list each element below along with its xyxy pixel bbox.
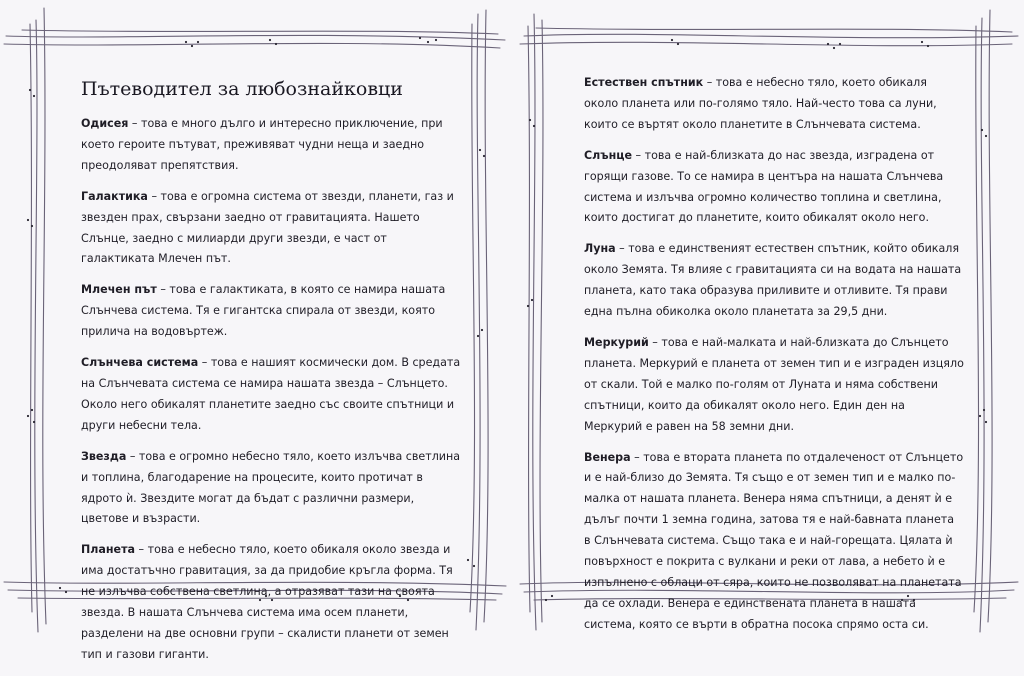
glossary-entry-venus [584, 448, 964, 636]
right-page-content [584, 73, 964, 646]
glossary-entry-planet [81, 540, 463, 665]
entry-term: Меркурий [584, 335, 649, 349]
glossary-entry-odyssey [81, 114, 463, 177]
glossary-entry-star [81, 447, 463, 531]
entry-definition: – това е небесно тяло, което обикаля около звезда и има достатъчно гравитация, за да придобие кръгла форма. Тя не излъчва собствена светлина, а отразяват тази на своята звезда. В нашата Слънчева система има осем планети, разделени на две основни групи – скалисти планети от земен тип и газови гиганти. [81, 543, 453, 661]
entry-definition: – това е много дълго и интересно приключение, при което героите пътуват, преживяват чудни неща и заедно преодоляват препятствия. [81, 117, 443, 172]
entry-term: Слънце [584, 148, 633, 162]
glossary-entry-natural-satellite [584, 73, 964, 136]
entry-definition: – това е галактиката, в която се намира нашата Слънчева система. Тя е гигантска спирала от звезди, която прилича на водовъртеж. [81, 283, 446, 339]
entry-term: Планета [81, 543, 136, 557]
entry-definition: – това е небесно тяло, което обикаля около планета или по-голямо тяло. Най-често това са луни, които се въртят около планетите в Слънчевата система. [584, 76, 937, 131]
entry-term: Слънчева система [81, 356, 199, 370]
glossary-entry-galaxy [81, 187, 463, 271]
entry-term: Звезда [81, 449, 127, 463]
entry-definition: – това е най-близката до нас звезда, изградена от горящи газове. То се намира в центъра на нашата Слънчева система и излъчва огромно количество топлина и светлина, които достигат до планетите, които обикалят около него. [584, 148, 944, 225]
left-page [0, 0, 512, 661]
entry-definition: – това е единственият естествен спътник, който обикаля около Земята. Тя влияе с гравитацията си на водата на нашата планета, като така образува приливите и отливите. Тя прави една пълна обиколка около планетата за 29,5 дни. [584, 242, 962, 319]
entry-term: Естествен спътник [584, 76, 704, 89]
entry-term: Галактика [81, 189, 148, 203]
entry-definition: – това е втората планета по отдалеченост от Слънцето и е най-близо до Земята. Тя също е от земен тип и е малко по-малка от нашата планета. Венера няма спътници, а денят ѝ е дълъг почти 1 земна година, затова тя е най-бавната планета в Слънчевата система. Също така е и най-горещата. Цялата ѝ повърхност е покрита с вулкани и реки от лава, а небето ѝ е изпълнено с облаци от сяра, които не позволяват на планетата да се охлади. Венера е единствената планета в нашата система, която се върти в обратна посока спрямо оста си. [584, 450, 964, 631]
page-title: Пътеводител за любознайковци [81, 78, 403, 100]
entry-term: Млечен път [81, 283, 157, 297]
glossary-entry-mercury [584, 333, 964, 438]
entry-definition: – това е най-малката и най-близката до Слънцето планета. Меркурий е планета от земен тип и е изграден изцяло от скали. Той е малко по-голям от Луната и няма собствени спътници, които да обикалят около него. Един ден на Меркурий е равен на 58 земни дни. [584, 335, 964, 433]
glossary-entry-milky-way [81, 280, 463, 343]
entry-term: Одисея [81, 117, 129, 130]
entry-term: Венера [584, 450, 631, 464]
entry-definition: – това е огромно небесно тяло, което излъчва светлина и топлина, благодарение на процесите, които протичат в ядрото ѝ. Звездите могат да бъдат с различни размери, цветове и възрасти. [81, 449, 461, 526]
entry-term: Луна [584, 242, 616, 256]
glossary-entry-sun [584, 146, 964, 230]
entry-definition: – това е нашият космически дом. В средата на Слънчевата система се намира нашата звезда – Слънцето. Около него обикалят планетите заедно със своите спътници и други небесни тела. [81, 356, 461, 432]
entry-definition: – това е огромна система от звезди, планети, газ и звезден прах, свързани заедно от гравитацията. Нашето Слънце, заедно с милиарди други звезди, е част от галактиката Млечен път. [81, 189, 454, 266]
glossary-entry-solar-system [81, 353, 463, 437]
right-page [512, 0, 1024, 639]
glossary-entry-moon [584, 239, 964, 323]
left-page-content [81, 77, 463, 676]
